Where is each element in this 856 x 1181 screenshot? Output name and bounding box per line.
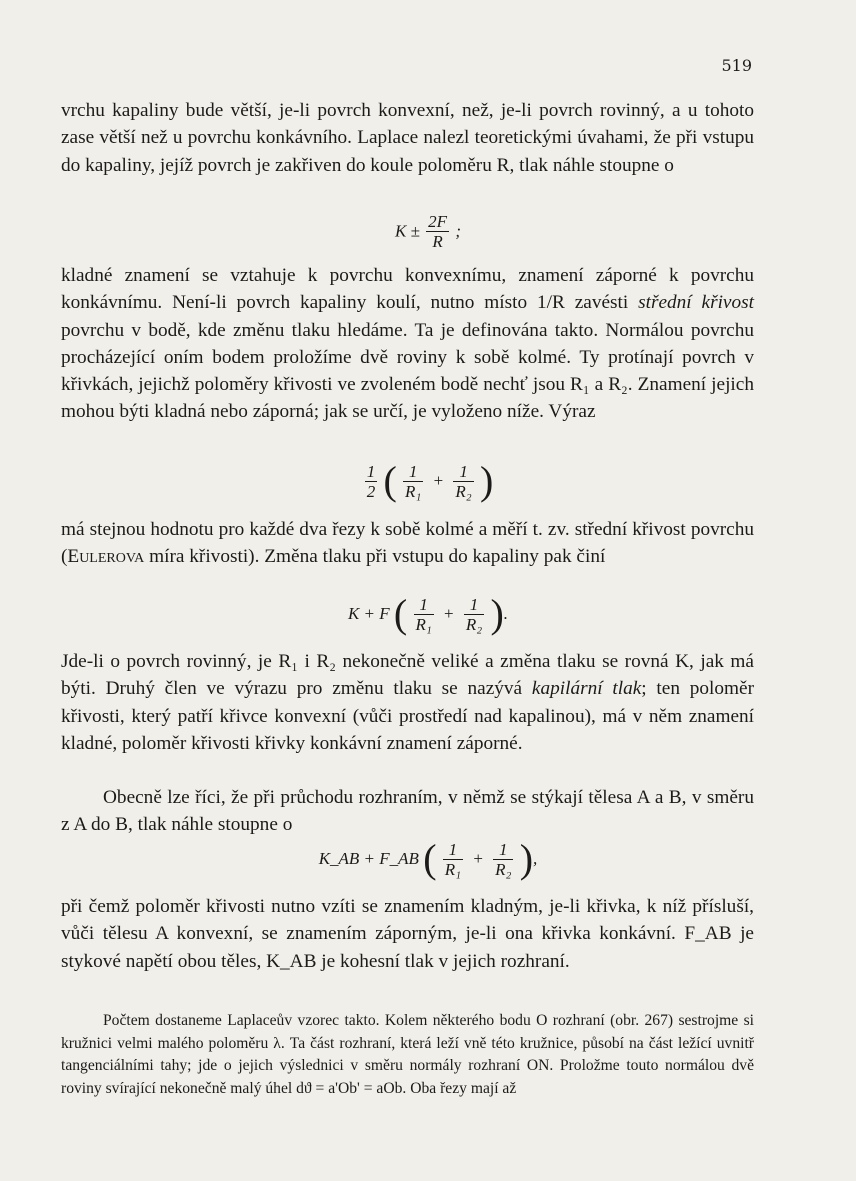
paragraph-4 [61, 648, 754, 757]
formula-4-n2: 1 [493, 840, 513, 860]
formula-1-tail: ; [455, 221, 461, 241]
close-paren: ) [490, 591, 504, 636]
paragraph-6-text: při čemž poloměr křivosti nutno vzíti se znamením kladným, je-li křivka, k níž přísluší, vůči tělesu A konvexní, se znamením záporným, je-li ona křivka konkávní. F_AB je stykové napětí obou těles, K_AB je kohesní tlak v jejich rozhraní. [61, 896, 754, 972]
formula-4-frac-2 [493, 840, 513, 879]
open-paren: ( [393, 591, 408, 636]
formula-general-interface [0, 836, 856, 881]
small-print-paragraph [61, 1010, 754, 1100]
term-stredni-krivost: střední křivost [638, 292, 754, 314]
paragraph-2-text [61, 262, 754, 426]
formula-2-n2: 1 [453, 462, 473, 482]
paragraph-4-part-a: Jde-li o povrch rovinný, je R₁ i R₂ nekonečně veliké a změna tlaku se rovná K, jak má býti. Druhý člen ve výrazu pro změnu tlaku se nazývá [61, 651, 754, 700]
formula-3-frac-2 [464, 595, 484, 634]
paragraph-1 [61, 97, 754, 179]
term-kapilarni-tlak: kapilární tlak [531, 678, 642, 700]
formula-3-lead: K + F [347, 604, 390, 623]
formula-2-half-num: 1 [366, 461, 376, 481]
formula-3-n1: 1 [414, 595, 434, 615]
formula-3-tail: . [503, 604, 509, 623]
formula-2-d2: R₂ [455, 481, 472, 501]
formula-3-plus: + [444, 604, 454, 623]
paragraph-5 [61, 784, 754, 839]
formula-2-n1: 1 [403, 462, 423, 482]
formula-1-denominator: R [432, 232, 443, 251]
paragraph-3-part-a: má stejnou hodnotu pro každé dva řezy k sobě kolmé a měří t. zv. střední křivost povrchu ( [61, 519, 754, 568]
paragraph-2-part-a: kladné znamení se vztahuje k povrchu konvexnímu, znamení záporné k povrchu konkávnímu. Není-li povrch kapaliny koulí, nutno místo 1/R zavésti [61, 265, 754, 314]
formula-3-d2: R₂ [465, 614, 483, 634]
formula-4-frac-1 [443, 840, 463, 879]
paragraph-3 [61, 516, 754, 571]
paragraph-3-part-b: míra křivosti). Změna tlaku při vstupu do kapaliny pak činí [144, 546, 606, 568]
paragraph-1-text: vrchu kapaliny bude větší, je-li povrch konvexní, než, je-li povrch rovinný, a u tohoto zase větší než u povrchu konkávního. Laplace nalezl teoretickými úvahami, že při vstupu do kapaliny, jejíž povrch je zakřiven do koule poloměru R, tlak náhle stoupne o [61, 100, 754, 176]
open-paren: ( [383, 458, 397, 503]
formula-2-frac-1 [403, 462, 423, 501]
formula-mean-curvature [0, 458, 856, 503]
formula-2-half [365, 462, 378, 501]
formula-4-d1: R₁ [444, 859, 462, 879]
formula-2-d1: R₁ [405, 481, 422, 501]
paragraph-4-text [61, 648, 754, 757]
paragraph-3-text [61, 516, 754, 571]
paragraph-5-text: Obecně lze říci, že při průchodu rozhraním, v němž se stýkají tělesa A a B, v směru z A do B, tlak náhle stoupne o [61, 787, 754, 836]
paragraph-6 [61, 893, 754, 975]
formula-laplace-sphere [0, 212, 856, 251]
formula-4-plus: + [473, 849, 483, 868]
close-paren: ) [519, 836, 534, 881]
formula-1-fraction [426, 212, 449, 251]
small-print-text: Počtem dostaneme Laplaceův vzorec takto. Kolem některého bodu O rozhraní (obr. 267) sestrojme si kružnici velmi malého poloměru λ. Ta část rozhraní, která leží vně této kružnice, působí na část ležící uvnitř tangenciálními tahy; jde o jejich výslednici v směru normály rozhraní ON. Proložme touto normálou dvě roviny svírající nekonečně malý úhel dϑ = a'Ob' = aOb. Oba řezy mají až [61, 1012, 754, 1097]
formula-3-frac-1 [414, 595, 434, 634]
paragraph-2 [61, 262, 754, 426]
formula-3-d1: R₁ [415, 614, 432, 634]
formula-pressure-change [0, 591, 856, 636]
formula-2-plus: + [433, 471, 444, 490]
page-number: 519 [721, 56, 752, 75]
formula-4-tail: , [533, 849, 538, 868]
name-euler: Eulerova [67, 546, 145, 568]
formula-2-half-den: 2 [366, 481, 376, 501]
close-paren: ) [479, 458, 494, 503]
open-paren: ( [423, 836, 437, 881]
formula-3-n2: 1 [464, 595, 484, 615]
formula-1-lead: K ± [395, 221, 420, 241]
paragraph-2-part-b: povrchu v bodě, kde změnu tlaku hledáme. Ta je definována takto. Normálou povrchu procházející oním bodem proložíme dvě roviny k sobě kolmé. Ty protínají povrch v křivkách, jejichž poloměry křivosti ve zvoleném bodě nechť jsou R₁ a R₂. Znamení jejich mohou býti kladná nebo záporná; jak se určí, je vyloženo níže. Výraz [61, 319, 754, 423]
paragraph-4-part-b: ; ten poloměr křivosti, který patří křivce konvexní (vůči prostředí nad kapalinou), má v něm znamení kladné, poloměr křivosti křivky konkávní znamení záporné. [61, 678, 754, 754]
formula-4-lead: K_AB + F_AB [318, 849, 419, 868]
formula-2-frac-2 [453, 462, 473, 501]
formula-4-d2: R₂ [495, 859, 512, 879]
formula-1-numerator: 2F [428, 212, 448, 231]
formula-4-n1: 1 [443, 840, 463, 860]
